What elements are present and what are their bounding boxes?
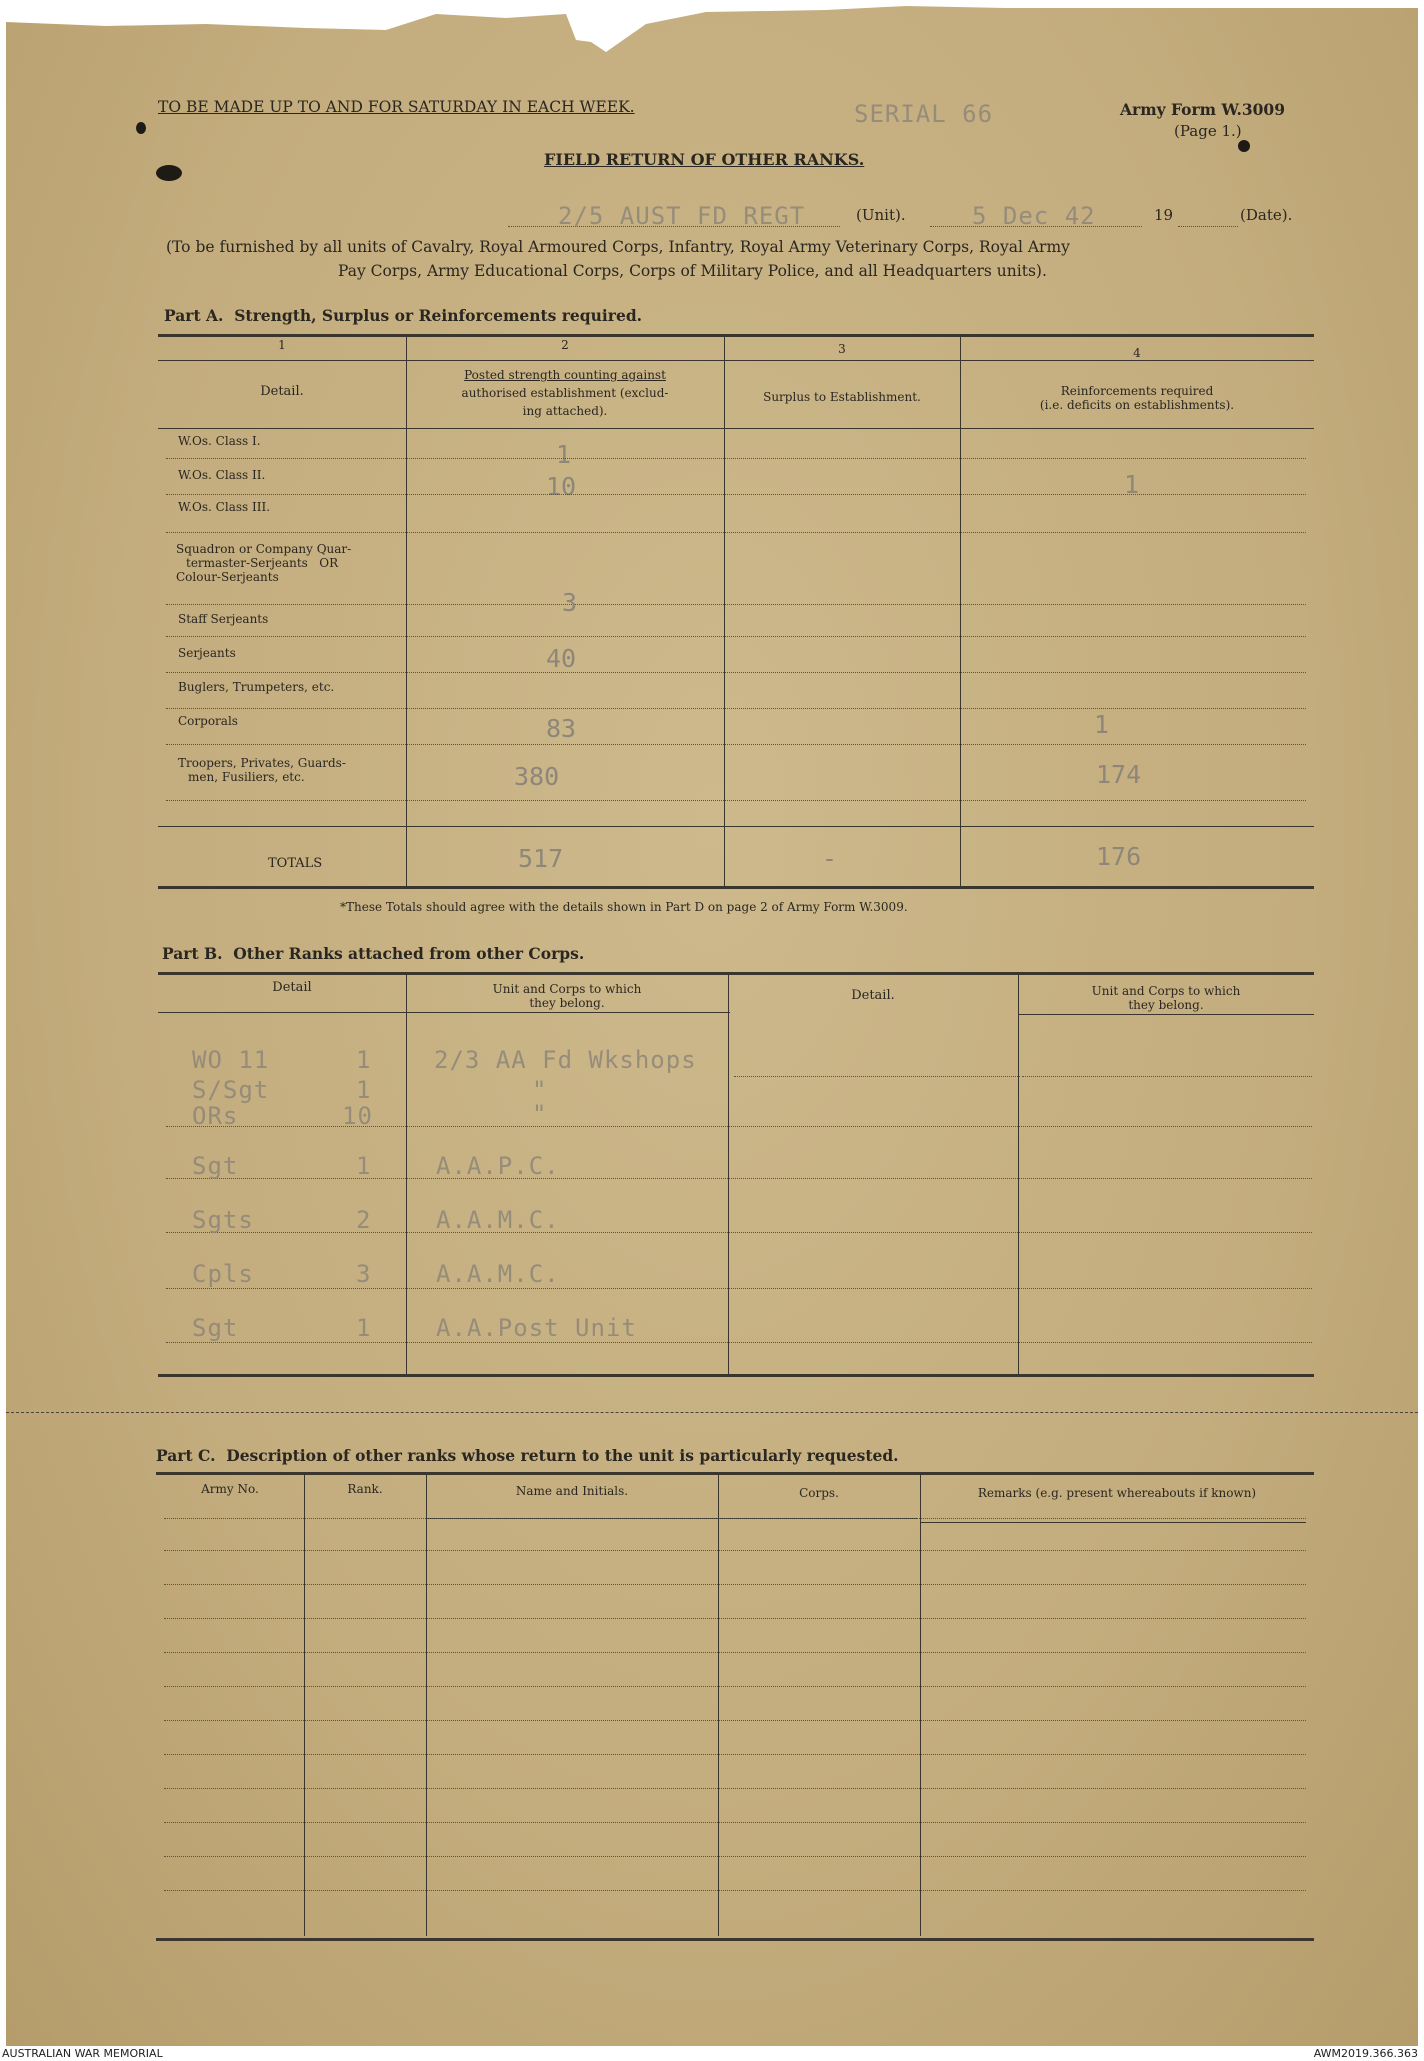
row-detail: Troopers, Privates, Guards- bbox=[178, 756, 346, 770]
attached-rank: Sgts bbox=[192, 1206, 254, 1234]
archive-footer bbox=[0, 2046, 1424, 2061]
row-detail: men, Fusiliers, etc. bbox=[188, 770, 305, 784]
attached-count: 3 bbox=[356, 1260, 372, 1288]
row-strength: 380 bbox=[514, 762, 560, 791]
part-b-col-unit-line2: they belong. bbox=[529, 996, 605, 1010]
col4-header-line2: (i.e. deficits on establishments). bbox=[1039, 398, 1235, 412]
ink-blot bbox=[136, 122, 146, 134]
date-label: (Date). bbox=[1240, 206, 1293, 224]
part-b-col-unit2-line1: Unit and Corps to which bbox=[1091, 984, 1241, 998]
part-b-col-detail: Detail bbox=[272, 980, 312, 995]
part-c-heading: Part C. Description of other ranks whose return to the unit is particularly requested. bbox=[156, 1446, 899, 1465]
furnish-note-line2: Pay Corps, Army Educational Corps, Corps of Military Police, and all Headquarters units). bbox=[338, 262, 1047, 280]
attached-count: 2 bbox=[356, 1206, 372, 1234]
furnish-note-line1: (To be furnished by all units of Cavalry, Royal Armoured Corps, Infantry, Royal Army Veterinary Corps, Royal Army bbox=[166, 238, 1070, 256]
part-c-col-rank: Rank. bbox=[347, 1482, 383, 1496]
row-reinforcements: 1 bbox=[1124, 470, 1140, 499]
army-form-number: Army Form W.3009 bbox=[1120, 100, 1285, 119]
part-c-col-corps: Corps. bbox=[799, 1486, 839, 1500]
row-strength: 40 bbox=[546, 644, 577, 673]
row-detail: Squadron or Company Quar- bbox=[176, 542, 352, 556]
attached-rank: S/Sgt bbox=[192, 1076, 270, 1104]
attached-count: 1 bbox=[356, 1076, 372, 1104]
col-number-4: 4 bbox=[1133, 346, 1141, 360]
col-number-2: 2 bbox=[561, 338, 569, 352]
attached-unit: " bbox=[532, 1100, 548, 1128]
col2-header-line2: authorised establishment (exclud- bbox=[461, 386, 669, 400]
archive-reference: AWM2019.366.363 bbox=[1313, 2047, 1418, 2060]
row-detail: Colour-Serjeants bbox=[176, 570, 279, 584]
col2-header-line3: ing attached). bbox=[522, 404, 608, 418]
part-b-col-unit-line1: Unit and Corps to which bbox=[492, 982, 642, 996]
attached-unit: A.A.P.C. bbox=[436, 1152, 560, 1180]
row-detail: W.Os. Class III. bbox=[178, 500, 271, 514]
totals-surplus: - bbox=[822, 844, 838, 873]
col3-header: Surplus to Establishment. bbox=[763, 390, 921, 404]
col-number-3: 3 bbox=[838, 342, 846, 356]
row-detail: W.Os. Class II. bbox=[178, 468, 266, 482]
attached-count: 10 bbox=[342, 1102, 373, 1130]
row-detail: Serjeants bbox=[178, 646, 236, 660]
attached-count: 1 bbox=[356, 1314, 372, 1342]
attached-count: 1 bbox=[356, 1152, 372, 1180]
col-number-1: 1 bbox=[278, 338, 286, 352]
totals-label: TOTALS bbox=[268, 856, 323, 871]
part-c-col-army-no: Army No. bbox=[201, 1482, 259, 1496]
attached-rank: Cpls bbox=[192, 1260, 254, 1288]
row-detail: Buglers, Trumpeters, etc. bbox=[178, 680, 335, 694]
row-strength: 83 bbox=[546, 714, 577, 743]
serial-stamp: SERIAL 66 bbox=[854, 100, 994, 128]
attached-unit: A.A.M.C. bbox=[436, 1206, 560, 1234]
attached-unit: A.A.M.C. bbox=[436, 1260, 560, 1288]
page-number: (Page 1.) bbox=[1174, 122, 1242, 140]
totals-strength: 517 bbox=[518, 844, 564, 873]
part-b-col-unit2-line2: they belong. bbox=[1128, 998, 1204, 1012]
unit-label: (Unit). bbox=[856, 206, 906, 224]
attached-rank: WO 11 bbox=[192, 1046, 270, 1074]
attached-rank: Sgt bbox=[192, 1152, 239, 1180]
ink-blot bbox=[1238, 140, 1250, 152]
torn-edge bbox=[6, 0, 1418, 70]
form-title: FIELD RETURN OF OTHER RANKS. bbox=[544, 150, 865, 169]
row-strength: 3 bbox=[562, 588, 578, 617]
attached-rank: Sgt bbox=[192, 1314, 239, 1342]
row-detail: W.Os. Class I. bbox=[178, 434, 261, 448]
part-c-col-name: Name and Initials. bbox=[515, 1484, 629, 1498]
year-prefix: 19 bbox=[1154, 206, 1174, 224]
part-c-col-remarks: Remarks (e.g. present whereabouts if known) bbox=[977, 1486, 1257, 1500]
attached-count: 1 bbox=[356, 1046, 372, 1074]
row-detail: Corporals bbox=[178, 714, 238, 728]
row-reinforcements: 1 bbox=[1094, 710, 1110, 739]
row-detail: Staff Serjeants bbox=[178, 612, 269, 626]
form-sheet bbox=[6, 0, 1418, 2046]
attached-unit: 2/3 AA Fd Wkshops bbox=[434, 1046, 697, 1074]
row-reinforcements: 174 bbox=[1096, 760, 1142, 789]
col-detail-header: Detail. bbox=[260, 384, 304, 399]
unit-value: 2/5 AUST FD REGT bbox=[558, 202, 806, 230]
col4-header-line1: Reinforcements required bbox=[1060, 384, 1214, 398]
row-detail: termaster-Serjeants OR bbox=[186, 556, 339, 570]
ink-blot bbox=[156, 165, 182, 181]
part-b-col-detail2: Detail. bbox=[851, 988, 895, 1003]
totals-footnote: *These Totals should agree with the details shown in Part D on page 2 of Army Form W.3009. bbox=[340, 900, 908, 914]
weekly-instruction: TO BE MADE UP TO AND FOR SATURDAY IN EACH WEEK. bbox=[158, 98, 635, 116]
part-a-heading: Part A. Strength, Surplus or Reinforcements required. bbox=[164, 306, 643, 325]
attached-unit: " bbox=[532, 1076, 548, 1104]
row-strength: 10 bbox=[546, 472, 577, 501]
col2-header-line1: Posted strength counting against bbox=[464, 368, 666, 382]
totals-reinforcements: 176 bbox=[1096, 842, 1142, 871]
attached-rank: ORs bbox=[192, 1102, 239, 1130]
attached-unit: A.A.Post Unit bbox=[436, 1314, 637, 1342]
archive-name: AUSTRALIAN WAR MEMORIAL bbox=[2, 2047, 163, 2060]
date-value: 5 Dec 42 bbox=[972, 202, 1096, 230]
part-b-heading: Part B. Other Ranks attached from other Corps. bbox=[162, 944, 585, 963]
row-strength: 1 bbox=[556, 440, 572, 469]
